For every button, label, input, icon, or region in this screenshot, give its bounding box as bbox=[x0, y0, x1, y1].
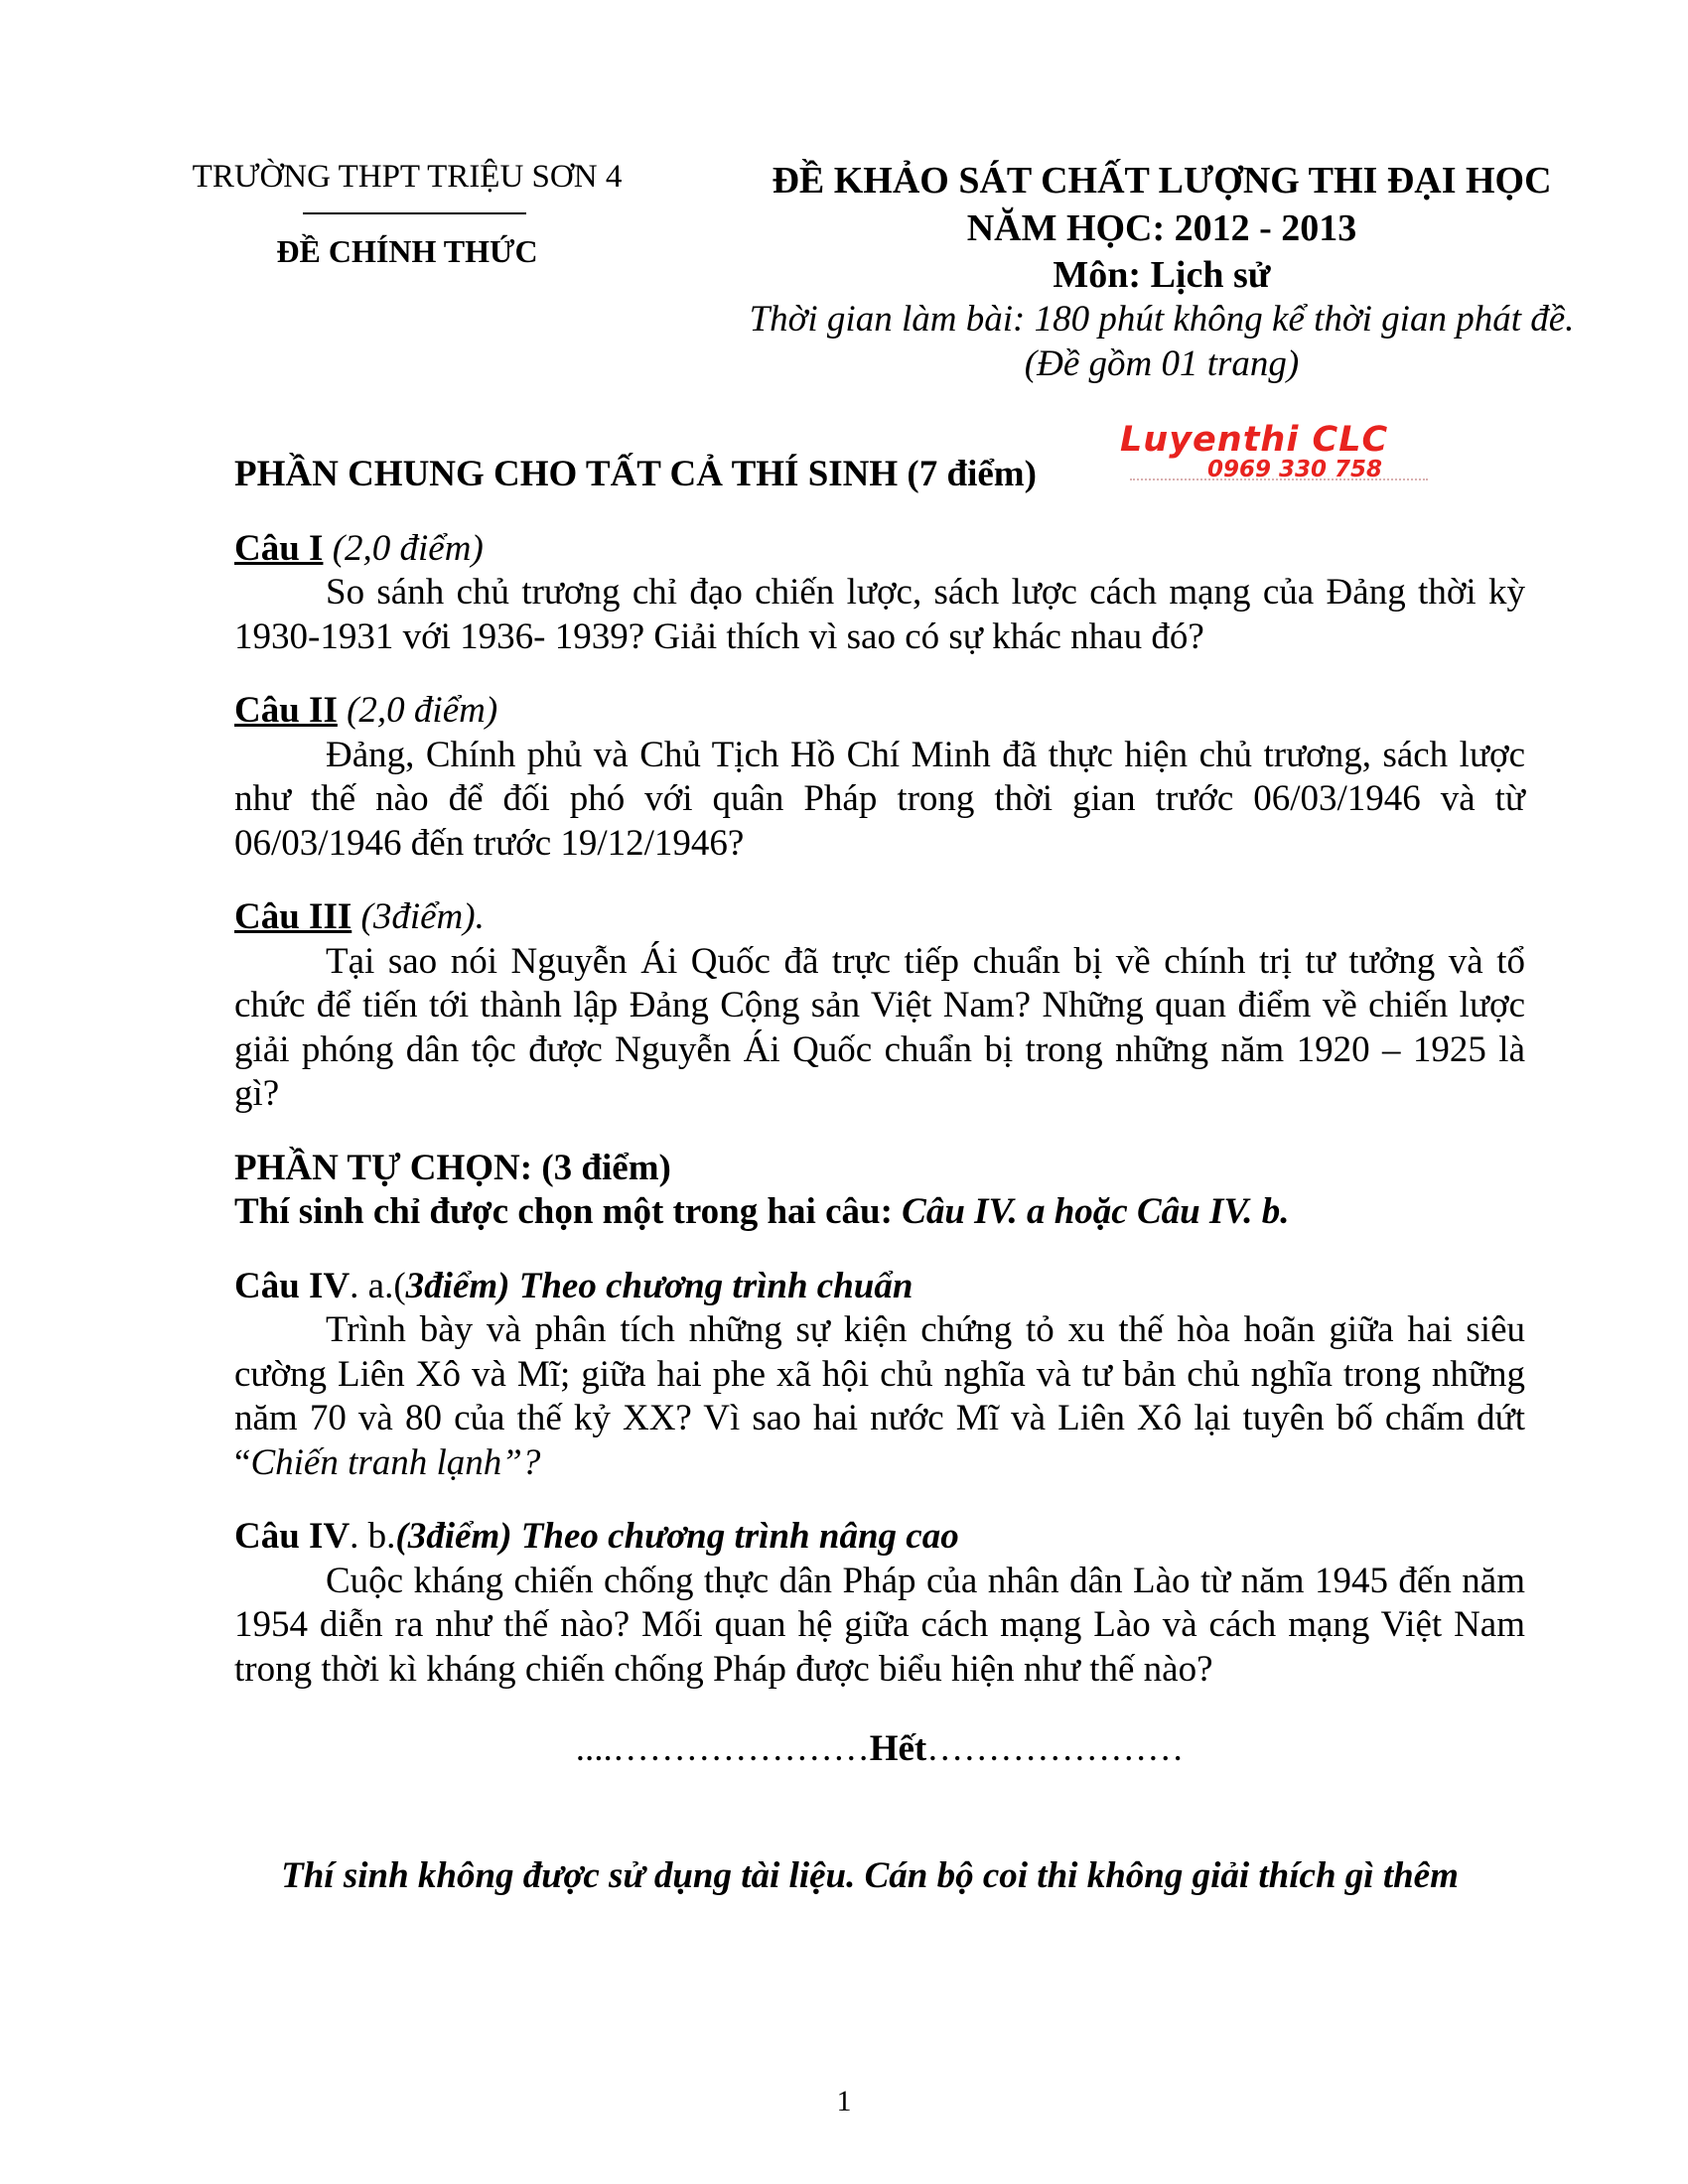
header-divider bbox=[303, 212, 526, 214]
question-4b-detail: (3điểm) Theo chương trình nâng cao bbox=[395, 1516, 959, 1557]
end-word: Hết bbox=[869, 1728, 927, 1769]
watermark-brand: Luyenthi CLC bbox=[1120, 420, 1389, 460]
page-count: (Đề gồm 01 trang) bbox=[1024, 343, 1300, 384]
exam-title: ĐỀ KHẢO SÁT CHẤT LƯỢNG THI ĐẠI HỌC bbox=[772, 160, 1552, 202]
question-3-points: (3điểm). bbox=[360, 896, 485, 937]
question-1-label: Câu I bbox=[234, 527, 324, 569]
question-2-label: Câu II bbox=[234, 690, 338, 731]
time-limit: Thời gian làm bài: 180 phút không kể thời gian phát đề. bbox=[749, 299, 1575, 340]
question-4a-header bbox=[234, 1265, 1525, 1309]
part-optional-heading: PHẦN TỰ CHỌN: (3 điểm) bbox=[234, 1147, 671, 1188]
question-1-text: So sánh chủ trương chỉ đạo chiến lược, sách lược cách mạng của Đảng thời kỳ 1930-1931 với 1936- 1939? Giải thích vì sao có sự khác nhau đó? bbox=[234, 572, 1525, 657]
question-4a-sub: . a.( bbox=[350, 1265, 406, 1306]
question-2-text: Đảng, Chính phủ và Chủ Tịch Hồ Chí Minh đã thực hiện chủ trương, sách lược như thế nào để đối phó với quân Pháp trong thời gian trước 06/03/1946 và từ 06/03/1946 đến trước 19/12/1946? bbox=[234, 734, 1525, 864]
end-dots-left: ....………………… bbox=[575, 1728, 870, 1769]
exam-content bbox=[234, 453, 1525, 1898]
end-dots-right: ………………… bbox=[926, 1728, 1185, 1769]
optional-instruction-prefix: Thí sinh chỉ được chọn một trong hai câu: bbox=[234, 1191, 893, 1232]
footer-note: Thí sinh không được sử dụng tài liệu. Cán bộ coi thi không giải thích gì thêm bbox=[281, 1854, 1459, 1896]
question-4b-sub: . b. bbox=[350, 1516, 396, 1557]
official-label: ĐỀ CHÍNH THỨC bbox=[276, 233, 538, 269]
subject: Môn: Lịch sử bbox=[1053, 254, 1271, 296]
question-4a-text-lead: Trình bày và phân tích những sự kiện chứng tỏ xu thế hòa hoãn giữa hai siêu cường Liên Xô và Mĩ; giữa hai phe xã hội chủ nghĩa và tư bản chủ nghĩa trong những năm 70 và 80 của thế kỷ XX? Vì sao hai nước Mĩ và Liên Xô lại tuyên bố chấm dứt “ bbox=[234, 1309, 1525, 1483]
optional-instruction-choice: Câu IV. a hoặc Câu IV. b. bbox=[902, 1191, 1290, 1232]
question-4b-header bbox=[234, 1515, 1525, 1560]
question-3-header bbox=[234, 895, 1525, 940]
question-4a-detail: 3điểm) Theo chương trình chuẩn bbox=[405, 1265, 914, 1306]
question-3-text: Tại sao nói Nguyễn Ái Quốc đã trực tiếp chuẩn bị về chính trị tư tưởng và tổ chức để tiến tới thành lập Đảng Cộng sản Việt Nam? Những quan điểm về chiến lược giải phóng dân tộc được Nguyễn Ái Quốc chuẩn bị trong những năm 1920 – 1925 là gì? bbox=[234, 940, 1525, 1114]
school-year: NĂM HỌC: 2012 - 2013 bbox=[966, 207, 1357, 249]
end-marker bbox=[234, 1727, 1525, 1772]
question-4a-text-italic: Chiến tranh lạnh”? bbox=[250, 1441, 541, 1483]
question-4a-text bbox=[234, 1308, 1525, 1485]
question-4b-label: Câu IV bbox=[234, 1516, 351, 1557]
page-number: 1 bbox=[836, 2085, 852, 2117]
part-common-heading: PHẦN CHUNG CHO TẤT CẢ THÍ SINH (7 điểm) bbox=[234, 454, 1037, 494]
question-2-header bbox=[234, 689, 1525, 734]
question-1-header bbox=[234, 527, 1525, 572]
question-4a-label: Câu IV bbox=[234, 1265, 351, 1306]
school-name: TRƯỜNG THPT TRIỆU SƠN 4 bbox=[192, 159, 623, 195]
optional-instruction bbox=[234, 1190, 1525, 1235]
question-4b-text: Cuộc kháng chiến chống thực dân Pháp của nhân dân Lào từ năm 1945 đến năm 1954 diễn ra như thế nào? Mối quan hệ giữa cách mạng Lào và cách mạng Việt Nam trong thời kì kháng chiến chống Pháp được biểu hiện như thế nào? bbox=[234, 1560, 1525, 1690]
question-3-label: Câu III bbox=[234, 896, 352, 937]
question-2-points: (2,0 điểm) bbox=[347, 690, 498, 731]
question-1-points: (2,0 điểm) bbox=[332, 527, 484, 569]
watermark-phone: 0969 330 758 bbox=[1207, 457, 1383, 482]
